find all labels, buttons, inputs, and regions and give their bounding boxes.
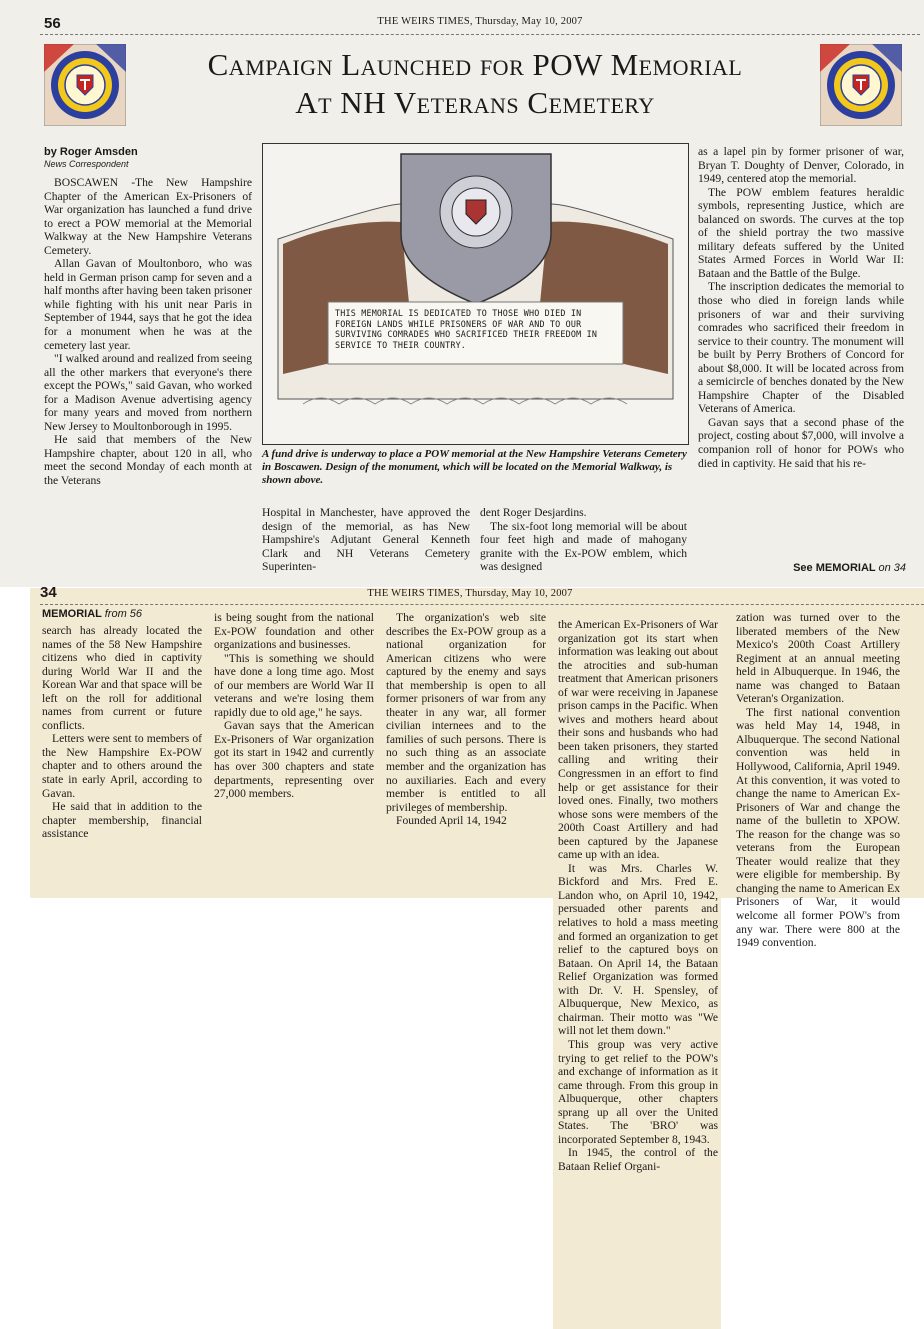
paragraph: The inscription dedicates the memorial to those who died in foreign lands while prisoners of war and their surviving comrades who sacrificed their freedom in service to their country. The monument will be built by Perry Brothers of Concord for about $8,000. It will be located across from a semicircle of benches donated by the New Hampshire Chapter of the Disabled Veterans of America.	[698, 280, 904, 416]
photo-caption: A fund drive is underway to place a POW memorial at the New Hampshire Veterans Cemetery in Boscawen. Design of the monument, which will be located on the Memorial Walkway, is shown above.	[262, 448, 687, 486]
continued-from: from 56	[104, 608, 143, 620]
running-head-bottom: THE WEIRS TIMES, Thursday, May 10, 2007	[367, 588, 573, 599]
page-number-top: 56	[44, 15, 61, 32]
paragraph: "I walked around and realized from seeing all the other markers that everyone's there except the POWs," said Gavan, who worked for a Madison Avenue advertising agency for many years and moved from northern New Jersey to Moultonborough in 1995.	[44, 352, 252, 433]
jump-label: See MEMORIAL	[793, 562, 876, 574]
byline	[44, 146, 254, 170]
paragraph: The POW emblem features heraldic symbols, representing Justice, which are balanced on swords. The curves at the top of the shield portray the two massive military defeats suffered by the United States Armed Forces in World War II: Bataan and the Battle of the Bulge.	[698, 185, 904, 280]
bottom-col-3	[386, 611, 546, 828]
byline-role: News Correspondent	[44, 159, 129, 169]
top-rule	[40, 34, 920, 35]
memorial-inscription: THIS MEMORIAL IS DEDICATED TO THOSE WHO DIED IN FOREIGN LANDS WHILE PRISONERS OF WAR AND TO OUR SURVIVING COMRADES WHO SACRIFICED THEIR FREEDOM IN SERVICE TO THEIR COUNTRY.	[335, 308, 598, 350]
paragraph: Hospital in Manchester, have approved the design of the memorial, as has New Hampshire's Adjutant General Kenneth Clark and NH Veterans Cemetery Superinten-	[262, 506, 470, 574]
paragraph: The six-foot long memorial will be about four feet high and made of mahogany granite with the Ex-POW emblem, which was designed	[480, 519, 687, 574]
top-col-4	[698, 145, 904, 470]
paragraph: Founded April 14, 1942	[396, 814, 507, 828]
ex-pow-emblem-left-icon	[44, 44, 126, 126]
paragraph: Gavan says that the American Ex-Prisoners of War organization got its start in 1942 and currently has over 300 chapters and state departments, representing over 27,000 members.	[214, 719, 374, 801]
running-head-top: THE WEIRS TIMES, Thursday, May 10, 2007	[377, 16, 583, 27]
jump-page: on 34	[878, 562, 906, 574]
bottom-col-2	[214, 611, 374, 801]
continued-line	[42, 608, 142, 620]
bottom-rule	[40, 604, 924, 605]
paragraph: BOSCAWEN -The New Hampshire Chapter of the American Ex-Prisoners of War organization has launched a fund drive to erect a POW memorial at the Memorial Walkway at the New Hampshire Veterans Cemetery.	[44, 176, 252, 257]
paragraph: He said that in addition to the chapter membership, financial assistance	[42, 800, 202, 841]
top-col-2	[262, 506, 470, 574]
headline-line-2: At NH Veterans Cemetery	[295, 85, 655, 120]
headline-line-1: Campaign Launched for POW Memorial	[207, 47, 743, 82]
paragraph: Allan Gavan of Moultonboro, who was held in German prison camp for seven and a half months after having been taken prisoner while fighting with his unit near Paris in September of 1944, says that he got the idea for a monument when he was at the cemetery last year.	[44, 257, 252, 352]
paragraph: the American Ex-Prisoners of War organization got its start when information was leaking out about the atrocities and sub-human treatment that American prisoners of war were receiving in Japanese prison camps in the Pacific. When wives and mothers heard about their sons and husbands who had been taken prisoners, they started calling and writing their Congressmen in an effort to find help or get assistance for their loved ones. Finally, two mothers whose sons were members of the 200th Coast Artillery and had been captured by the Japanese came up with an idea.	[558, 618, 718, 862]
jump-line	[770, 562, 906, 574]
paragraph: dent Roger Desjardins.	[480, 506, 587, 519]
byline-author: by Roger Amsden	[44, 146, 138, 158]
paragraph: This group was very active trying to get relief to the POW's and exchange of information as it came through. From this group in Albuquerque, other chapters sprang up all over the United States. The 'BRO' was incorporated September 8, 1943.	[558, 1037, 718, 1146]
top-col-1	[44, 176, 252, 488]
paragraph: The first national convention was held May 14, 1948, in Albuquerque. The second National convention was held in Hollywood, California, April 1949. At this convention, it was voted to change the name to American Ex-Prisoners of War and change the name of the bulletin to XPOW. The reason for the change was so veterans from the European Theater would realize that they were eligible for membership. By changing the name to American Ex Prisoners of War, it would welcome all former POW's from any war. There were 800 at the 1949 convention.	[736, 705, 900, 950]
paragraph: It was Mrs. Charles W. Bickford and Mrs. Fred E. Landon who, on April 10, 1942, persuaded other parents and relatives to hold a mass meeting and formed an organization to get relief to the captured boys on Bataan. On April 14, the Bataan Relief Organization was formed with Dr. V. H. Spensley, of Albuquerque, New Mexico, as chairman. Their motto was "We will not let them down."	[558, 861, 718, 1038]
top-col-3	[480, 506, 687, 574]
paragraph: Letters were sent to members of the New Hampshire Ex-POW chapter and to others around the state in early April, according to Gavan.	[42, 732, 202, 800]
bottom-col-5	[736, 611, 900, 950]
paragraph: search has already located the names of the 58 New Hampshire citizens who died in captivity during World War II and the Korean War and that space will be left on the roll for additional names from current or future conflicts.	[42, 624, 202, 732]
paragraph: "This is something we should have done a long time ago. Most of our members are World War II veterans and we're losing them rapidly due to old age," he says.	[214, 651, 374, 719]
paragraph: In 1945, the control of the Bataan Relief Organi-	[558, 1146, 718, 1173]
paragraph: is being sought from the national Ex-POW foundation and other organizations and businesses.	[214, 611, 374, 652]
bottom-col-4	[558, 618, 718, 1173]
page-number-bottom: 34	[40, 584, 57, 601]
ex-pow-emblem-right-icon	[820, 44, 902, 126]
paragraph: Gavan says that a second phase of the project, costing about $7,000, will involve a companion roll of honor for POWs who died in captivity. He said that his re-	[698, 415, 904, 470]
continued-label: MEMORIAL	[42, 608, 102, 620]
paragraph: as a lapel pin by former prisoner of war, Bryan T. Doughty of Denver, Colorado, in 1949, centered atop the memorial.	[698, 145, 904, 186]
bottom-col-1	[42, 624, 202, 841]
memorial-photo	[262, 143, 689, 445]
paragraph: The organization's web site describes the Ex-POW group as a national organization for American citizens who were captured by the enemy and says that membership is open to all former prisoners of war from any theater in any war, all former civilian internees and to the families of such persons. There is no such thing as an associate member and the organization has no auxiliaries. Each and every member is entitled to all privileges of membership.	[386, 611, 546, 814]
paragraph: zation was turned over to the liberated members of the New Mexico's 200th Coast Artillery Regiment at an annual meeting held in Albuquerque. In 1946, the name was changed to Bataan Veteran's Organization.	[736, 611, 900, 706]
headline	[130, 46, 820, 122]
paragraph: He said that members of the New Hampshire chapter, about 120 in all, who meet the second Monday of each month at the Veterans	[44, 433, 252, 488]
